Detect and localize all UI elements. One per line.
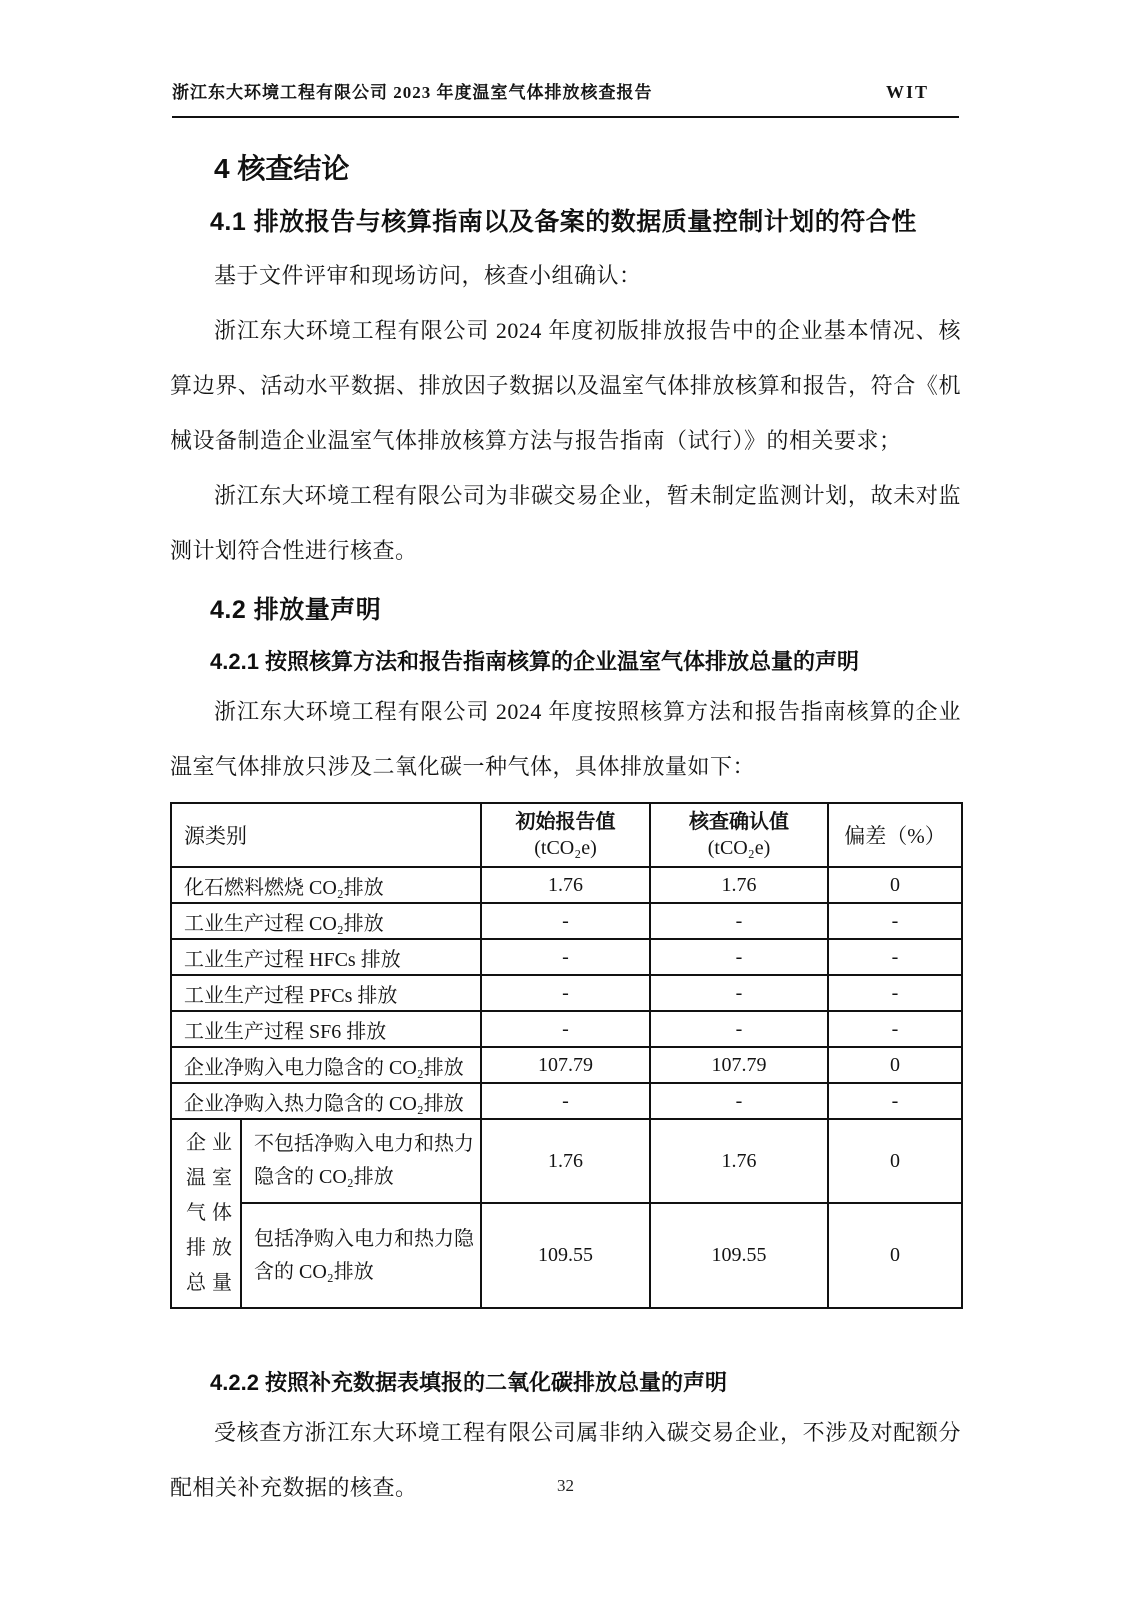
- cell-deviation: 0: [828, 1203, 962, 1308]
- paragraph-emissions-scope: 浙江东大环境工程有限公司 2024 年度按照核算方法和报告指南核算的企业温室气体排放只涉及二氧化碳一种气体，具体排放量如下：: [170, 699, 961, 779]
- paragraph-supplementary-data: 受核查方浙江东大环境工程有限公司属非纳入碳交易企业，不涉及对配额分配相关补充数据的核查。: [170, 1420, 961, 1500]
- cell-initial: 1.76: [481, 1119, 650, 1203]
- paragraph-monitoring-plan: 浙江东大环境工程有限公司为非碳交易企业，暂未制定监测计划，故未对监测计划符合性进行核查。: [170, 483, 961, 563]
- section-heading-4-1: 4.1 排放报告与核算指南以及备案的数据质量控制计划的符合性: [210, 208, 917, 236]
- cell-initial: 109.55: [481, 1203, 650, 1308]
- column-header-verified-label: 核查确认值: [689, 811, 789, 833]
- cell-verified: -: [650, 975, 828, 1011]
- cell-source: 工业生产过程 SF6 排放: [171, 1011, 481, 1047]
- cell-source: 化石燃料燃烧 CO₂排放: [171, 867, 481, 903]
- cell-source: 企业净购入热力隐含的 CO₂排放: [171, 1083, 481, 1119]
- cell-deviation: -: [828, 1011, 962, 1047]
- emissions-table: [170, 802, 963, 1309]
- cell-verified: 1.76: [650, 1119, 828, 1203]
- column-header-deviation: 偏差（%）: [828, 803, 962, 867]
- column-header-verified: [650, 803, 828, 867]
- cell-verified: -: [650, 1083, 828, 1119]
- table-row-purchased-heat: [171, 1083, 962, 1119]
- cell-initial: -: [481, 975, 650, 1011]
- page-header: [172, 78, 959, 118]
- cell-initial: -: [481, 903, 650, 939]
- cell-verified: 1.76: [650, 867, 828, 903]
- section-heading-4-2: 4.2 排放量声明: [210, 596, 382, 624]
- column-header-verified-unit: (tCO₂e): [707, 837, 771, 859]
- page-content: [170, 148, 961, 1515]
- cell-verified: 109.55: [650, 1203, 828, 1308]
- cell-verified: -: [650, 939, 828, 975]
- cell-verified: -: [650, 1011, 828, 1047]
- cell-deviation: 0: [828, 1047, 962, 1083]
- cell-source: 工业生产过程 CO₂排放: [171, 903, 481, 939]
- cell-initial: 107.79: [481, 1047, 650, 1083]
- cell-initial: 1.76: [481, 867, 650, 903]
- cell-verified: -: [650, 903, 828, 939]
- cell-deviation: -: [828, 939, 962, 975]
- paragraph-confirmation-intro: 基于文件评审和现场访问，核查小组确认：: [214, 263, 642, 288]
- cell-deviation: 0: [828, 1119, 962, 1203]
- table-row-fossil-fuel: [171, 867, 962, 903]
- cell-source: 工业生产过程 HFCs 排放: [171, 939, 481, 975]
- table-row-process-hfcs: [171, 939, 962, 975]
- table-row-process-sf6: [171, 1011, 962, 1047]
- paragraph-report-compliance: 浙江东大环境工程有限公司 2024 年度初版排放报告中的企业基本情况、核算边界、活动水平数据、排放因子数据以及温室气体排放核算和报告，符合《机械设备制造企业温室气体排放核算方法与报告指南（试行）》的相关要求；: [170, 318, 961, 453]
- table-row-total-excluding: [171, 1119, 962, 1203]
- header-brand-text: WIT: [885, 82, 929, 102]
- column-header-initial-unit: (tCO₂e): [534, 837, 597, 859]
- table-row-process-co2: [171, 903, 962, 939]
- cell-source: 不包括净购入电力和热力隐含的 CO₂排放: [241, 1119, 481, 1203]
- cell-source: 包括净购入电力和热力隐含的 CO₂排放: [241, 1203, 481, 1308]
- section-heading-4-2-2: 4.2.2 按照补充数据表填报的二氧化碳排放总量的声明: [210, 1370, 728, 1395]
- table-row-process-pfcs: [171, 975, 962, 1011]
- section-heading-4-2-1: 4.2.1 按照核算方法和报告指南核算的企业温室气体排放总量的声明: [210, 649, 860, 674]
- table-row-total-including: [171, 1203, 962, 1308]
- cell-total-group-label: 企业温室气体排放总量: [171, 1119, 241, 1308]
- table-row-purchased-electricity: [171, 1047, 962, 1083]
- column-header-source: 源类别: [171, 803, 481, 867]
- cell-deviation: -: [828, 903, 962, 939]
- column-header-initial: [481, 803, 650, 867]
- table-header-row: [171, 803, 962, 867]
- cell-source: 企业净购入电力隐含的 CO₂排放: [171, 1047, 481, 1083]
- cell-initial: -: [481, 1011, 650, 1047]
- cell-initial: -: [481, 939, 650, 975]
- section-heading-4: 4 核查结论: [214, 153, 350, 184]
- column-header-initial-label: 初始报告值: [515, 811, 616, 833]
- page-footer: [0, 1476, 1131, 1496]
- cell-deviation: 0: [828, 867, 962, 903]
- cell-initial: -: [481, 1083, 650, 1119]
- page-number: 32: [557, 1476, 574, 1495]
- cell-deviation: -: [828, 975, 962, 1011]
- cell-source: 工业生产过程 PFCs 排放: [171, 975, 481, 1011]
- header-document-title: 浙江东大环境工程有限公司 2023 年度温室气体排放核查报告: [172, 83, 653, 102]
- cell-verified: 107.79: [650, 1047, 828, 1083]
- cell-deviation: -: [828, 1083, 962, 1119]
